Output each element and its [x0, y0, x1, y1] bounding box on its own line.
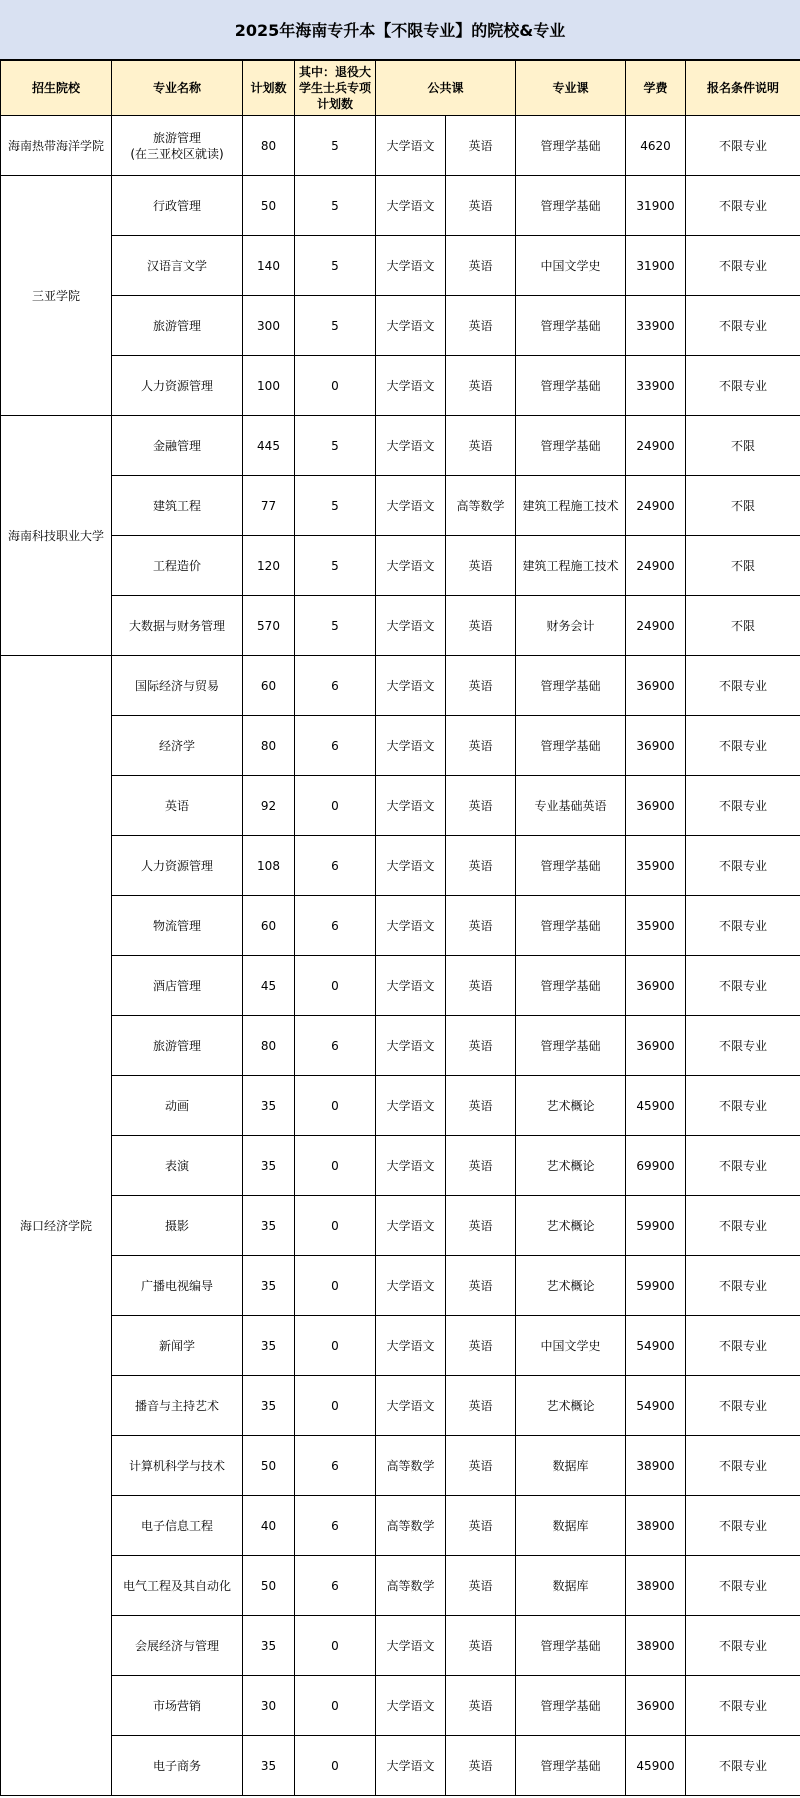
tuition-cell: 45900 [626, 1736, 686, 1796]
major-name-cell: 旅游管理 (在三亚校区就读) [112, 116, 243, 176]
public-course-1-cell: 大学语文 [376, 476, 446, 536]
plan-count-cell: 108 [243, 836, 295, 896]
tuition-cell: 54900 [626, 1316, 686, 1376]
veteran-count-cell: 6 [295, 836, 376, 896]
professional-course-cell: 专业基础英语 [516, 776, 626, 836]
table-row [1, 536, 800, 596]
condition-cell: 不限专业 [686, 1316, 800, 1376]
tuition-cell: 36900 [626, 716, 686, 776]
professional-course-cell: 管理学基础 [516, 656, 626, 716]
professional-course-cell: 管理学基础 [516, 116, 626, 176]
public-course-2-cell: 英语 [446, 1616, 516, 1676]
professional-course-cell: 中国文学史 [516, 1316, 626, 1376]
major-name-cell: 表演 [112, 1136, 243, 1196]
condition-cell: 不限专业 [686, 1436, 800, 1496]
plan-count-cell: 120 [243, 536, 295, 596]
table-row [1, 716, 800, 776]
tuition-cell: 36900 [626, 776, 686, 836]
header-public-course: 公共课 [376, 61, 516, 116]
header-plan: 计划数 [243, 61, 295, 116]
plan-count-cell: 35 [243, 1256, 295, 1316]
school-name-cell: 海口经济学院 [1, 656, 112, 1796]
tuition-cell: 33900 [626, 356, 686, 416]
professional-course-cell: 管理学基础 [516, 716, 626, 776]
public-course-1-cell: 大学语文 [376, 1316, 446, 1376]
public-course-2-cell: 英语 [446, 356, 516, 416]
professional-course-cell: 财务会计 [516, 596, 626, 656]
veteran-count-cell: 5 [295, 416, 376, 476]
public-course-2-cell: 英语 [446, 296, 516, 356]
tuition-cell: 24900 [626, 416, 686, 476]
tuition-cell: 35900 [626, 896, 686, 956]
public-course-1-cell: 高等数学 [376, 1436, 446, 1496]
table-row [1, 1556, 800, 1616]
table-row [1, 956, 800, 1016]
major-name-cell: 旅游管理 [112, 296, 243, 356]
public-course-2-cell: 英语 [446, 1196, 516, 1256]
tuition-cell: 54900 [626, 1376, 686, 1436]
public-course-2-cell: 英语 [446, 836, 516, 896]
plan-count-cell: 35 [243, 1316, 295, 1376]
tuition-cell: 38900 [626, 1556, 686, 1616]
public-course-1-cell: 大学语文 [376, 1256, 446, 1316]
condition-cell: 不限专业 [686, 1076, 800, 1136]
public-course-1-cell: 大学语文 [376, 296, 446, 356]
professional-course-cell: 管理学基础 [516, 1676, 626, 1736]
public-course-2-cell: 英语 [446, 656, 516, 716]
plan-count-cell: 80 [243, 1016, 295, 1076]
major-name-cell: 电子商务 [112, 1736, 243, 1796]
professional-course-cell: 管理学基础 [516, 296, 626, 356]
public-course-1-cell: 大学语文 [376, 656, 446, 716]
professional-course-cell: 中国文学史 [516, 236, 626, 296]
table-row [1, 416, 800, 476]
plan-count-cell: 60 [243, 896, 295, 956]
tuition-cell: 4620 [626, 116, 686, 176]
plan-count-cell: 80 [243, 716, 295, 776]
table-row [1, 1076, 800, 1136]
tuition-cell: 33900 [626, 296, 686, 356]
public-course-2-cell: 英语 [446, 1376, 516, 1436]
public-course-2-cell: 英语 [446, 1316, 516, 1376]
condition-cell: 不限专业 [686, 356, 800, 416]
condition-cell: 不限专业 [686, 836, 800, 896]
tuition-cell: 36900 [626, 956, 686, 1016]
professional-course-cell: 管理学基础 [516, 1016, 626, 1076]
major-name-cell: 播音与主持艺术 [112, 1376, 243, 1436]
major-name-cell: 物流管理 [112, 896, 243, 956]
professional-course-cell: 管理学基础 [516, 176, 626, 236]
professional-course-cell: 艺术概论 [516, 1196, 626, 1256]
condition-cell: 不限专业 [686, 116, 800, 176]
veteran-count-cell: 0 [295, 1136, 376, 1196]
header-veteran: 其中：退役大学生士兵专项计划数 [295, 61, 376, 116]
professional-course-cell: 管理学基础 [516, 1616, 626, 1676]
public-course-2-cell: 英语 [446, 1136, 516, 1196]
public-course-2-cell: 英语 [446, 176, 516, 236]
public-course-1-cell: 大学语文 [376, 116, 446, 176]
table-row [1, 116, 800, 176]
professional-course-cell: 艺术概论 [516, 1256, 626, 1316]
condition-cell: 不限 [686, 596, 800, 656]
condition-cell: 不限专业 [686, 1616, 800, 1676]
public-course-2-cell: 英语 [446, 1736, 516, 1796]
plan-count-cell: 140 [243, 236, 295, 296]
veteran-count-cell: 6 [295, 656, 376, 716]
public-course-2-cell: 英语 [446, 1256, 516, 1316]
plan-count-cell: 35 [243, 1736, 295, 1796]
professional-course-cell: 数据库 [516, 1496, 626, 1556]
table-row [1, 1256, 800, 1316]
veteran-count-cell: 6 [295, 716, 376, 776]
plan-count-cell: 50 [243, 176, 295, 236]
public-course-2-cell: 英语 [446, 1016, 516, 1076]
table-row [1, 1736, 800, 1796]
plan-count-cell: 35 [243, 1076, 295, 1136]
public-course-2-cell: 英语 [446, 116, 516, 176]
header-row [1, 61, 800, 116]
major-name-cell: 人力资源管理 [112, 836, 243, 896]
plan-count-cell: 35 [243, 1136, 295, 1196]
major-name-cell: 会展经济与管理 [112, 1616, 243, 1676]
public-course-2-cell: 英语 [446, 776, 516, 836]
tuition-cell: 36900 [626, 1676, 686, 1736]
major-name-cell: 广播电视编导 [112, 1256, 243, 1316]
veteran-count-cell: 0 [295, 1616, 376, 1676]
table-row [1, 296, 800, 356]
table-body [1, 116, 800, 1796]
veteran-count-cell: 0 [295, 1316, 376, 1376]
tuition-cell: 36900 [626, 1016, 686, 1076]
plan-count-cell: 35 [243, 1376, 295, 1436]
major-name-cell: 市场营销 [112, 1676, 243, 1736]
condition-cell: 不限专业 [686, 1136, 800, 1196]
condition-cell: 不限专业 [686, 956, 800, 1016]
major-name-cell: 动画 [112, 1076, 243, 1136]
professional-course-cell: 数据库 [516, 1556, 626, 1616]
professional-course-cell: 艺术概论 [516, 1136, 626, 1196]
table-row [1, 896, 800, 956]
public-course-2-cell: 英语 [446, 1676, 516, 1736]
school-name-cell: 海南科技职业大学 [1, 416, 112, 656]
condition-cell: 不限专业 [686, 1256, 800, 1316]
header-tuition: 学费 [626, 61, 686, 116]
plan-count-cell: 300 [243, 296, 295, 356]
major-name-cell: 行政管理 [112, 176, 243, 236]
veteran-count-cell: 5 [295, 596, 376, 656]
plan-count-cell: 50 [243, 1556, 295, 1616]
public-course-2-cell: 英语 [446, 1436, 516, 1496]
condition-cell: 不限专业 [686, 776, 800, 836]
condition-cell: 不限专业 [686, 296, 800, 356]
public-course-1-cell: 大学语文 [376, 1616, 446, 1676]
public-course-1-cell: 大学语文 [376, 1736, 446, 1796]
condition-cell: 不限专业 [686, 656, 800, 716]
public-course-1-cell: 高等数学 [376, 1556, 446, 1616]
professional-course-cell: 艺术概论 [516, 1076, 626, 1136]
public-course-2-cell: 英语 [446, 1496, 516, 1556]
veteran-count-cell: 0 [295, 1196, 376, 1256]
table-row [1, 1196, 800, 1256]
plan-count-cell: 80 [243, 116, 295, 176]
public-course-2-cell: 英语 [446, 1076, 516, 1136]
veteran-count-cell: 6 [295, 1436, 376, 1496]
admissions-table [0, 60, 800, 1796]
public-course-2-cell: 英语 [446, 1556, 516, 1616]
condition-cell: 不限专业 [686, 1676, 800, 1736]
public-course-1-cell: 大学语文 [376, 1076, 446, 1136]
plan-count-cell: 100 [243, 356, 295, 416]
veteran-count-cell: 6 [295, 1556, 376, 1616]
public-course-2-cell: 英语 [446, 716, 516, 776]
table-row [1, 476, 800, 536]
condition-cell: 不限专业 [686, 236, 800, 296]
major-name-cell: 旅游管理 [112, 1016, 243, 1076]
major-name-cell: 大数据与财务管理 [112, 596, 243, 656]
professional-course-cell: 管理学基础 [516, 956, 626, 1016]
major-name-cell: 新闻学 [112, 1316, 243, 1376]
professional-course-cell: 管理学基础 [516, 356, 626, 416]
plan-count-cell: 30 [243, 1676, 295, 1736]
public-course-1-cell: 大学语文 [376, 716, 446, 776]
public-course-1-cell: 大学语文 [376, 1136, 446, 1196]
professional-course-cell: 艺术概论 [516, 1376, 626, 1436]
public-course-1-cell: 大学语文 [376, 776, 446, 836]
tuition-cell: 24900 [626, 476, 686, 536]
header-professional-course: 专业课 [516, 61, 626, 116]
condition-cell: 不限专业 [686, 1556, 800, 1616]
plan-count-cell: 92 [243, 776, 295, 836]
major-name-cell: 汉语言文学 [112, 236, 243, 296]
veteran-count-cell: 5 [295, 296, 376, 356]
header-school: 招生院校 [1, 61, 112, 116]
veteran-count-cell: 5 [295, 536, 376, 596]
tuition-cell: 38900 [626, 1436, 686, 1496]
header-major: 专业名称 [112, 61, 243, 116]
tuition-cell: 36900 [626, 656, 686, 716]
major-name-cell: 人力资源管理 [112, 356, 243, 416]
major-name-cell: 计算机科学与技术 [112, 1436, 243, 1496]
public-course-1-cell: 大学语文 [376, 416, 446, 476]
tuition-cell: 69900 [626, 1136, 686, 1196]
major-name-cell: 金融管理 [112, 416, 243, 476]
table-row [1, 1016, 800, 1076]
table-row [1, 1676, 800, 1736]
tuition-cell: 24900 [626, 596, 686, 656]
table-row [1, 776, 800, 836]
table-row [1, 836, 800, 896]
veteran-count-cell: 0 [295, 956, 376, 1016]
table-row [1, 656, 800, 716]
veteran-count-cell: 6 [295, 896, 376, 956]
major-name-cell: 经济学 [112, 716, 243, 776]
public-course-2-cell: 英语 [446, 956, 516, 1016]
table-row [1, 236, 800, 296]
professional-course-cell: 数据库 [516, 1436, 626, 1496]
veteran-count-cell: 6 [295, 1496, 376, 1556]
public-course-1-cell: 大学语文 [376, 1376, 446, 1436]
plan-count-cell: 77 [243, 476, 295, 536]
condition-cell: 不限专业 [686, 896, 800, 956]
major-name-cell: 酒店管理 [112, 956, 243, 1016]
tuition-cell: 38900 [626, 1616, 686, 1676]
table-row [1, 356, 800, 416]
public-course-2-cell: 英语 [446, 236, 516, 296]
plan-count-cell: 50 [243, 1436, 295, 1496]
veteran-count-cell: 5 [295, 116, 376, 176]
veteran-count-cell: 0 [295, 1736, 376, 1796]
public-course-1-cell: 大学语文 [376, 596, 446, 656]
condition-cell: 不限专业 [686, 1376, 800, 1436]
table-row [1, 1316, 800, 1376]
table-row [1, 176, 800, 236]
condition-cell: 不限专业 [686, 1736, 800, 1796]
professional-course-cell: 管理学基础 [516, 896, 626, 956]
professional-course-cell: 建筑工程施工技术 [516, 536, 626, 596]
veteran-count-cell: 5 [295, 176, 376, 236]
veteran-count-cell: 6 [295, 1016, 376, 1076]
professional-course-cell: 管理学基础 [516, 836, 626, 896]
table-row [1, 1436, 800, 1496]
condition-cell: 不限 [686, 476, 800, 536]
plan-count-cell: 60 [243, 656, 295, 716]
tuition-cell: 31900 [626, 236, 686, 296]
school-name-cell: 三亚学院 [1, 176, 112, 416]
tuition-cell: 24900 [626, 536, 686, 596]
table-title: 2025年海南专升本【不限专业】的院校&专业 [0, 0, 800, 60]
plan-count-cell: 570 [243, 596, 295, 656]
condition-cell: 不限专业 [686, 1496, 800, 1556]
public-course-2-cell: 英语 [446, 896, 516, 956]
tuition-cell: 45900 [626, 1076, 686, 1136]
public-course-1-cell: 大学语文 [376, 1016, 446, 1076]
veteran-count-cell: 0 [295, 1076, 376, 1136]
plan-count-cell: 45 [243, 956, 295, 1016]
major-name-cell: 电子信息工程 [112, 1496, 243, 1556]
public-course-1-cell: 大学语文 [376, 356, 446, 416]
table-row [1, 1136, 800, 1196]
plan-count-cell: 40 [243, 1496, 295, 1556]
header-condition: 报名条件说明 [686, 61, 800, 116]
major-name-cell: 工程造价 [112, 536, 243, 596]
public-course-1-cell: 大学语文 [376, 1676, 446, 1736]
professional-course-cell: 管理学基础 [516, 1736, 626, 1796]
school-name-cell: 海南热带海洋学院 [1, 116, 112, 176]
table-row [1, 1376, 800, 1436]
plan-count-cell: 445 [243, 416, 295, 476]
public-course-1-cell: 大学语文 [376, 536, 446, 596]
tuition-cell: 59900 [626, 1196, 686, 1256]
veteran-count-cell: 5 [295, 476, 376, 536]
tuition-cell: 59900 [626, 1256, 686, 1316]
table-row [1, 596, 800, 656]
veteran-count-cell: 5 [295, 236, 376, 296]
veteran-count-cell: 0 [295, 1676, 376, 1736]
tuition-cell: 31900 [626, 176, 686, 236]
veteran-count-cell: 0 [295, 356, 376, 416]
condition-cell: 不限 [686, 536, 800, 596]
public-course-1-cell: 大学语文 [376, 956, 446, 1016]
public-course-2-cell: 英语 [446, 536, 516, 596]
major-name-cell: 摄影 [112, 1196, 243, 1256]
major-name-cell: 电气工程及其自动化 [112, 1556, 243, 1616]
condition-cell: 不限 [686, 416, 800, 476]
veteran-count-cell: 0 [295, 1376, 376, 1436]
professional-course-cell: 建筑工程施工技术 [516, 476, 626, 536]
public-course-1-cell: 大学语文 [376, 896, 446, 956]
condition-cell: 不限专业 [686, 1196, 800, 1256]
public-course-1-cell: 大学语文 [376, 1196, 446, 1256]
public-course-1-cell: 大学语文 [376, 236, 446, 296]
veteran-count-cell: 0 [295, 1256, 376, 1316]
professional-course-cell: 管理学基础 [516, 416, 626, 476]
table-row [1, 1496, 800, 1556]
public-course-1-cell: 大学语文 [376, 176, 446, 236]
condition-cell: 不限专业 [686, 1016, 800, 1076]
public-course-1-cell: 高等数学 [376, 1496, 446, 1556]
public-course-2-cell: 高等数学 [446, 476, 516, 536]
tuition-cell: 35900 [626, 836, 686, 896]
plan-count-cell: 35 [243, 1196, 295, 1256]
major-name-cell: 国际经济与贸易 [112, 656, 243, 716]
public-course-2-cell: 英语 [446, 416, 516, 476]
major-name-cell: 英语 [112, 776, 243, 836]
public-course-2-cell: 英语 [446, 596, 516, 656]
plan-count-cell: 35 [243, 1616, 295, 1676]
condition-cell: 不限专业 [686, 176, 800, 236]
major-name-cell: 建筑工程 [112, 476, 243, 536]
public-course-1-cell: 大学语文 [376, 836, 446, 896]
condition-cell: 不限专业 [686, 716, 800, 776]
table-row [1, 1616, 800, 1676]
veteran-count-cell: 0 [295, 776, 376, 836]
tuition-cell: 38900 [626, 1496, 686, 1556]
